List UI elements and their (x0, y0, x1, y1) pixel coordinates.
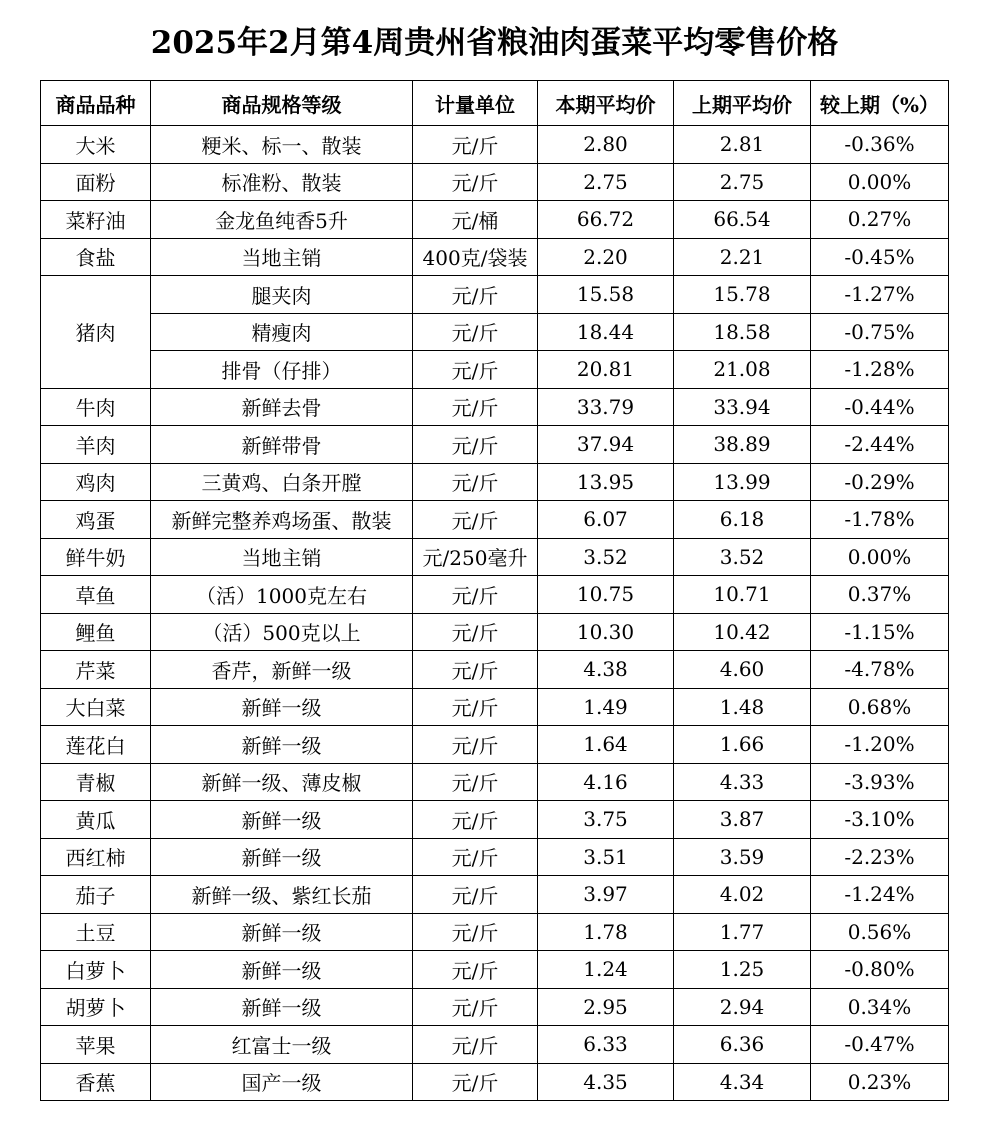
previous-price-cell: 6.18 (674, 501, 811, 539)
previous-price-cell: 10.71 (674, 576, 811, 614)
item-cell: 菜籽油 (41, 201, 151, 239)
table-row (41, 988, 949, 1026)
header-spec: 商品规格等级 (151, 81, 413, 126)
current-price-cell: 2.80 (538, 126, 674, 164)
table-row (41, 126, 949, 164)
change-cell: -0.29% (811, 463, 949, 501)
current-price-cell: 15.58 (538, 276, 674, 314)
table-row (41, 913, 949, 951)
table-row (41, 951, 949, 989)
unit-cell: 元/斤 (413, 1063, 538, 1101)
spec-cell: 粳米、标一、散装 (151, 126, 413, 164)
change-cell: -0.75% (811, 313, 949, 351)
unit-cell: 元/斤 (413, 313, 538, 351)
change-cell: -0.45% (811, 238, 949, 276)
previous-price-cell: 1.77 (674, 913, 811, 951)
current-price-cell: 37.94 (538, 426, 674, 464)
previous-price-cell: 4.02 (674, 876, 811, 914)
spec-cell: 新鲜一级 (151, 951, 413, 989)
current-price-cell: 6.07 (538, 501, 674, 539)
table-row (41, 238, 949, 276)
change-cell: -0.36% (811, 126, 949, 164)
change-cell: 0.34% (811, 988, 949, 1026)
spec-cell: 新鲜一级、薄皮椒 (151, 763, 413, 801)
current-price-cell: 6.33 (538, 1026, 674, 1064)
spec-cell: 新鲜一级 (151, 688, 413, 726)
spec-cell: 新鲜去骨 (151, 388, 413, 426)
unit-cell: 元/斤 (413, 726, 538, 764)
change-cell: -4.78% (811, 651, 949, 689)
previous-price-cell: 3.59 (674, 838, 811, 876)
previous-price-cell: 3.52 (674, 538, 811, 576)
spec-cell: 新鲜一级 (151, 838, 413, 876)
change-cell: -2.23% (811, 838, 949, 876)
unit-cell: 元/斤 (413, 651, 538, 689)
change-cell: -0.80% (811, 951, 949, 989)
table-row (41, 276, 949, 314)
current-price-cell: 2.75 (538, 163, 674, 201)
table-row (41, 538, 949, 576)
item-cell: 苹果 (41, 1026, 151, 1064)
table-row (41, 688, 949, 726)
item-cell: 大白菜 (41, 688, 151, 726)
previous-price-cell: 4.60 (674, 651, 811, 689)
spec-cell: 新鲜带骨 (151, 426, 413, 464)
current-price-cell: 1.64 (538, 726, 674, 764)
previous-price-cell: 66.54 (674, 201, 811, 239)
change-cell: -1.27% (811, 276, 949, 314)
change-cell: -3.93% (811, 763, 949, 801)
spec-cell: （活）500克以上 (151, 613, 413, 651)
current-price-cell: 18.44 (538, 313, 674, 351)
change-cell: 0.68% (811, 688, 949, 726)
table-row (41, 838, 949, 876)
table-row (41, 313, 949, 351)
previous-price-cell: 4.34 (674, 1063, 811, 1101)
change-cell: -1.15% (811, 613, 949, 651)
table-row (41, 463, 949, 501)
previous-price-cell: 18.58 (674, 313, 811, 351)
item-cell: 黄瓜 (41, 801, 151, 839)
spec-cell: 排骨（仔排） (151, 351, 413, 389)
unit-cell: 元/斤 (413, 988, 538, 1026)
spec-cell: 腿夹肉 (151, 276, 413, 314)
table-row (41, 426, 949, 464)
header-item: 商品品种 (41, 81, 151, 126)
unit-cell: 元/斤 (413, 276, 538, 314)
current-price-cell: 20.81 (538, 351, 674, 389)
change-cell: 0.56% (811, 913, 949, 951)
unit-cell: 元/桶 (413, 201, 538, 239)
item-cell: 羊肉 (41, 426, 151, 464)
spec-cell: 红富士一级 (151, 1026, 413, 1064)
item-cell: 鸡肉 (41, 463, 151, 501)
previous-price-cell: 2.94 (674, 988, 811, 1026)
item-cell: 青椒 (41, 763, 151, 801)
change-cell: -1.24% (811, 876, 949, 914)
unit-cell: 元/斤 (413, 951, 538, 989)
header-row (41, 81, 949, 126)
current-price-cell: 3.52 (538, 538, 674, 576)
current-price-cell: 3.97 (538, 876, 674, 914)
spec-cell: 当地主销 (151, 238, 413, 276)
spec-cell: 新鲜完整养鸡场蛋、散装 (151, 501, 413, 539)
previous-price-cell: 21.08 (674, 351, 811, 389)
previous-price-cell: 2.75 (674, 163, 811, 201)
unit-cell: 元/斤 (413, 688, 538, 726)
unit-cell: 元/斤 (413, 463, 538, 501)
spec-cell: 新鲜一级 (151, 913, 413, 951)
item-cell: 面粉 (41, 163, 151, 201)
change-cell: 0.00% (811, 163, 949, 201)
item-cell: 白萝卜 (41, 951, 151, 989)
table-row (41, 1026, 949, 1064)
table-row (41, 763, 949, 801)
current-price-cell: 2.20 (538, 238, 674, 276)
table-row (41, 613, 949, 651)
spec-cell: （活）1000克左右 (151, 576, 413, 614)
change-cell: -1.78% (811, 501, 949, 539)
item-cell: 香蕉 (41, 1063, 151, 1101)
spec-cell: 新鲜一级 (151, 988, 413, 1026)
item-cell: 芹菜 (41, 651, 151, 689)
unit-cell: 元/斤 (413, 576, 538, 614)
table-row (41, 651, 949, 689)
spec-cell: 标准粉、散装 (151, 163, 413, 201)
header-previous-price: 上期平均价 (674, 81, 811, 126)
table-row (41, 201, 949, 239)
table-body (41, 126, 949, 1101)
change-cell: -1.20% (811, 726, 949, 764)
unit-cell: 元/斤 (413, 351, 538, 389)
unit-cell: 元/斤 (413, 501, 538, 539)
current-price-cell: 10.30 (538, 613, 674, 651)
item-cell: 猪肉 (41, 276, 151, 389)
table-row (41, 163, 949, 201)
spec-cell: 当地主销 (151, 538, 413, 576)
current-price-cell: 4.16 (538, 763, 674, 801)
previous-price-cell: 10.42 (674, 613, 811, 651)
previous-price-cell: 33.94 (674, 388, 811, 426)
item-cell: 土豆 (41, 913, 151, 951)
change-cell: -2.44% (811, 426, 949, 464)
table-row (41, 726, 949, 764)
item-cell: 茄子 (41, 876, 151, 914)
spec-cell: 三黄鸡、白条开膛 (151, 463, 413, 501)
item-cell: 食盐 (41, 238, 151, 276)
spec-cell: 新鲜一级 (151, 726, 413, 764)
item-cell: 莲花白 (41, 726, 151, 764)
item-cell: 胡萝卜 (41, 988, 151, 1026)
table-row (41, 1063, 949, 1101)
header-current-price: 本期平均价 (538, 81, 674, 126)
current-price-cell: 1.24 (538, 951, 674, 989)
change-cell: -0.44% (811, 388, 949, 426)
unit-cell: 元/250毫升 (413, 538, 538, 576)
unit-cell: 元/斤 (413, 126, 538, 164)
table-row (41, 388, 949, 426)
spec-cell: 香芹，新鲜一级 (151, 651, 413, 689)
unit-cell: 元/斤 (413, 426, 538, 464)
unit-cell: 元/斤 (413, 838, 538, 876)
current-price-cell: 4.38 (538, 651, 674, 689)
item-cell: 大米 (41, 126, 151, 164)
change-cell: -0.47% (811, 1026, 949, 1064)
table-row (41, 876, 949, 914)
unit-cell: 400克/袋装 (413, 238, 538, 276)
change-cell: -3.10% (811, 801, 949, 839)
current-price-cell: 13.95 (538, 463, 674, 501)
unit-cell: 元/斤 (413, 876, 538, 914)
spec-cell: 精瘦肉 (151, 313, 413, 351)
previous-price-cell: 2.81 (674, 126, 811, 164)
previous-price-cell: 6.36 (674, 1026, 811, 1064)
current-price-cell: 33.79 (538, 388, 674, 426)
table-row (41, 501, 949, 539)
change-cell: -1.28% (811, 351, 949, 389)
current-price-cell: 3.51 (538, 838, 674, 876)
unit-cell: 元/斤 (413, 801, 538, 839)
current-price-cell: 66.72 (538, 201, 674, 239)
previous-price-cell: 2.21 (674, 238, 811, 276)
spec-cell: 国产一级 (151, 1063, 413, 1101)
page-title: 2025年2月第4周贵州省粮油肉蛋菜平均零售价格 (150, 25, 839, 61)
spec-cell: 新鲜一级 (151, 801, 413, 839)
current-price-cell: 1.78 (538, 913, 674, 951)
item-cell: 牛肉 (41, 388, 151, 426)
change-cell: 0.00% (811, 538, 949, 576)
previous-price-cell: 3.87 (674, 801, 811, 839)
spec-cell: 金龙鱼纯香5升 (151, 201, 413, 239)
change-cell: 0.37% (811, 576, 949, 614)
unit-cell: 元/斤 (413, 388, 538, 426)
previous-price-cell: 38.89 (674, 426, 811, 464)
unit-cell: 元/斤 (413, 763, 538, 801)
previous-price-cell: 15.78 (674, 276, 811, 314)
current-price-cell: 1.49 (538, 688, 674, 726)
unit-cell: 元/斤 (413, 1026, 538, 1064)
current-price-cell: 3.75 (538, 801, 674, 839)
unit-cell: 元/斤 (413, 613, 538, 651)
change-cell: 0.23% (811, 1063, 949, 1101)
previous-price-cell: 4.33 (674, 763, 811, 801)
current-price-cell: 10.75 (538, 576, 674, 614)
previous-price-cell: 1.66 (674, 726, 811, 764)
unit-cell: 元/斤 (413, 163, 538, 201)
price-table (40, 80, 949, 1101)
item-cell: 鲜牛奶 (41, 538, 151, 576)
table-row (41, 801, 949, 839)
change-cell: 0.27% (811, 201, 949, 239)
previous-price-cell: 13.99 (674, 463, 811, 501)
table-row (41, 576, 949, 614)
previous-price-cell: 1.25 (674, 951, 811, 989)
header-change: 较上期（%） (811, 81, 949, 126)
unit-cell: 元/斤 (413, 913, 538, 951)
item-cell: 鲤鱼 (41, 613, 151, 651)
item-cell: 草鱼 (41, 576, 151, 614)
previous-price-cell: 1.48 (674, 688, 811, 726)
table-row (41, 351, 949, 389)
item-cell: 西红柿 (41, 838, 151, 876)
current-price-cell: 4.35 (538, 1063, 674, 1101)
spec-cell: 新鲜一级、紫红长茄 (151, 876, 413, 914)
item-cell: 鸡蛋 (41, 501, 151, 539)
current-price-cell: 2.95 (538, 988, 674, 1026)
header-unit: 计量单位 (413, 81, 538, 126)
